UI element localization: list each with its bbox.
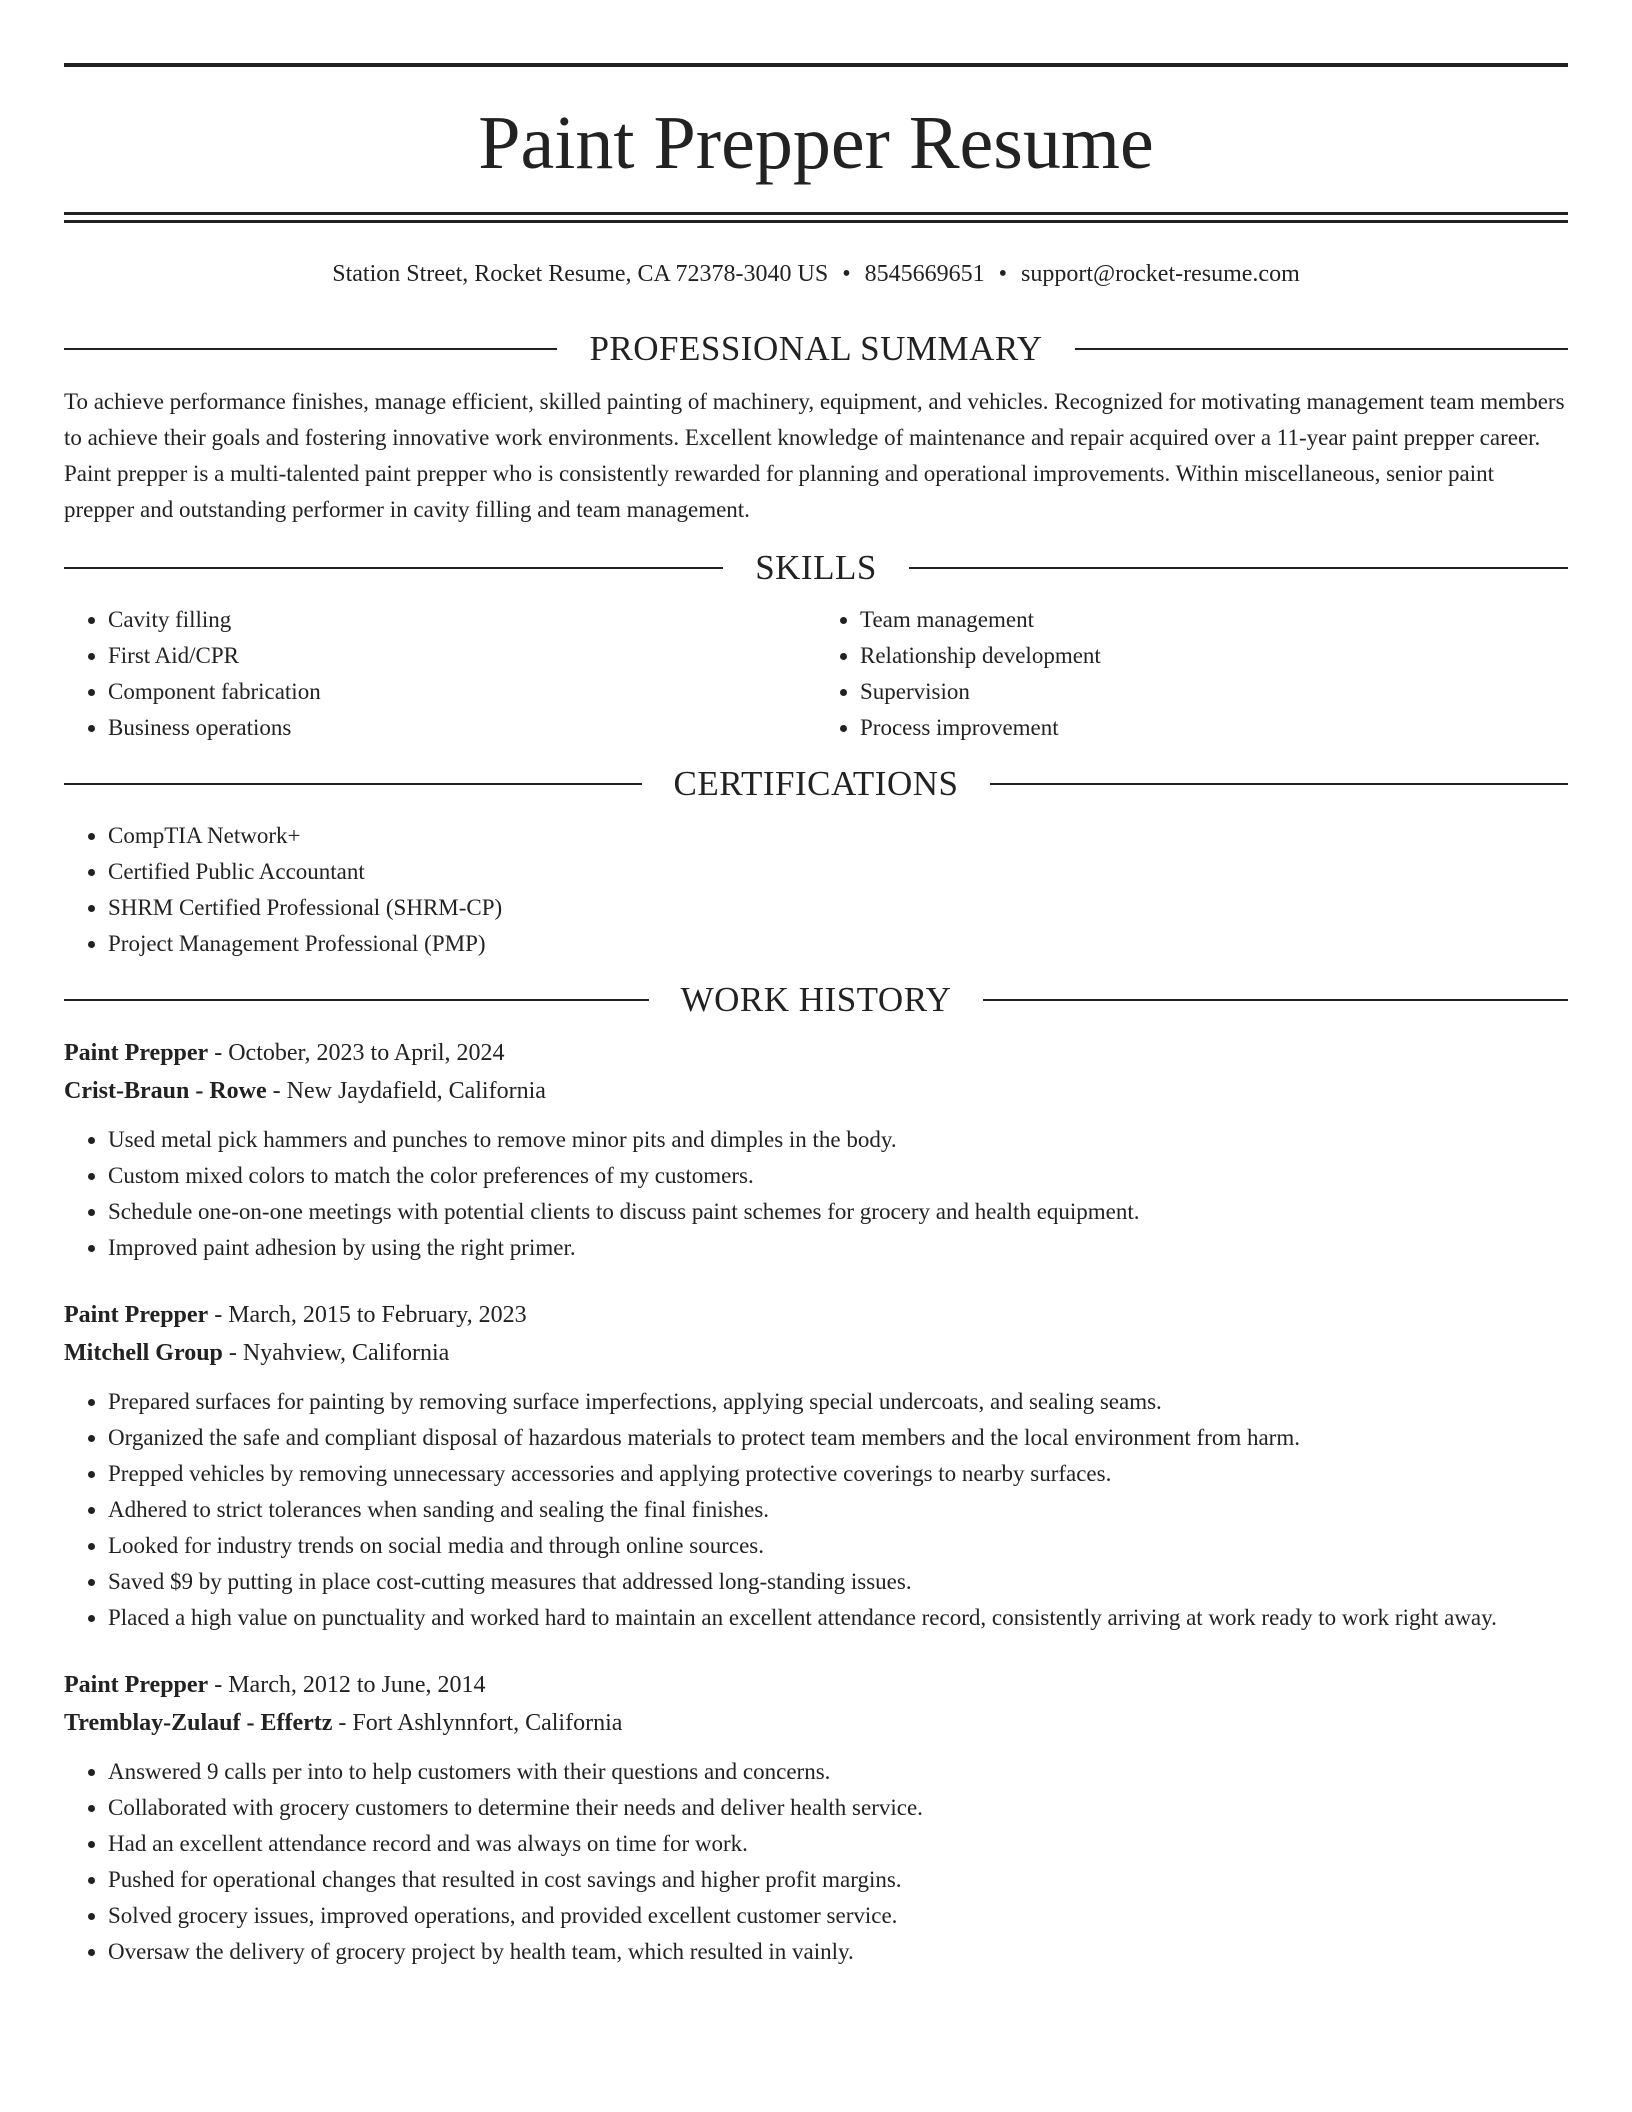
list-item: • First Aid/CPR [108,638,816,674]
section-heading-summary [64,329,1568,369]
job-location: Nyahview, California [242,1340,450,1366]
job-title: Paint Prepper [64,1672,209,1698]
job-dates: March, 2015 to February, 2023 [228,1302,527,1328]
summary-text: To achieve performance finishes, manage efficient, skilled painting of machinery, equipment, and vehicles. Recognized for motivating management team members to achieve their goals and fostering innovative work environments. Excellent knowledge of maintenance and repair acquired over a 11-year paint prepper career. Paint prepper is a multi-talented paint prepper who is consistently rewarded for planning and operational improvements. Within miscellaneous, senior paint prepper and outstanding performer in cavity filling and team management. [64,389,1565,522]
title-double-rule [64,212,1568,223]
list-item: • Business operations [108,710,816,746]
contact-line [64,259,1568,289]
list-item: • Collaborated with grocery customers to determine their needs and deliver health service. [108,1790,1568,1826]
list-item: • SHRM Certified Professional (SHRM-CP) [108,890,1568,926]
heading-rule-left [64,348,557,350]
section-title: CERTIFICATIONS [673,764,959,803]
section-title: SKILLS [755,548,877,587]
heading-rule-left [64,567,723,569]
heading-rule-left [64,999,649,1001]
page-title: Paint Prepper Resume [478,101,1154,185]
list-item: • Prepared surfaces for painting by removing surface imperfections, applying special undercoats, and sealing seams. [108,1384,1568,1420]
list-item: • Used metal pick hammers and punches to remove minor pits and dimples in the body. [108,1122,1568,1158]
list-item: • Pushed for operational changes that resulted in cost savings and higher profit margins. [108,1862,1568,1898]
job-dates: October, 2023 to April, 2024 [228,1040,505,1066]
list-item: • Component fabrication [108,674,816,710]
heading-rule-right [990,783,1568,785]
contact-address: Station Street, Rocket Resume, CA 72378-3040 US [332,261,829,287]
contact-separator: • [842,261,851,287]
job-bullets [64,1122,1568,1266]
list-item: • Custom mixed colors to match the color preferences of my customers. [108,1158,1568,1194]
contact-email: support@rocket-resume.com [1021,261,1300,287]
job-company: Mitchell Group [64,1340,223,1366]
job-company-line: Crist-Braun - Rowe - New Jaydafield, California [64,1078,546,1104]
skills-column-right [816,602,1568,746]
job-title-line: Paint Prepper - March, 2015 to February, 2023 [64,1302,527,1328]
job-location: New Jaydafield, California [286,1078,546,1104]
job-company: Tremblay-Zulauf - Effertz [64,1710,333,1736]
job-title: Paint Prepper [64,1040,209,1066]
job-company-line: Mitchell Group - Nyahview, California [64,1340,450,1366]
job-company-line: Tremblay-Zulauf - Effertz - Fort Ashlynnfort, California [64,1710,623,1736]
list-item: • Looked for industry trends on social media and through online sources. [108,1528,1568,1564]
heading-rule-left [64,783,642,785]
list-item: • Had an excellent attendance record and was always on time for work. [108,1826,1568,1862]
contact-phone: 8545669651 [864,261,985,287]
list-item: • Oversaw the delivery of grocery project by health team, which resulted in vainly. [108,1934,1568,1970]
job-title-line: Paint Prepper - March, 2012 to June, 2014 [64,1672,486,1698]
list-item: • Team management [860,602,1568,638]
list-item: • Cavity filling [108,602,816,638]
list-item: • Improved paint adhesion by using the right primer. [108,1230,1568,1266]
resume-page [64,0,1568,1970]
contact-separator: • [998,261,1008,287]
list-item: • Solved grocery issues, improved operations, and provided excellent customer service. [108,1898,1568,1934]
list-item: • Supervision [860,674,1568,710]
job-entry [64,1296,1568,1636]
job-dates: March, 2012 to June, 2014 [228,1672,486,1698]
list-item: • Saved $9 by putting in place cost-cutting measures that addressed long-standing issues. [108,1564,1568,1600]
top-rule [64,63,1568,67]
job-title: Paint Prepper [64,1302,209,1328]
heading-rule-right [1075,348,1568,350]
job-bullets [64,1754,1568,1970]
list-item: • Prepped vehicles by removing unnecessary accessories and applying protective coverings to nearby surfaces. [108,1456,1568,1492]
list-item: • Organized the safe and compliant disposal of hazardous materials to protect team members and the local environment from harm. [108,1420,1568,1456]
job-location: Fort Ashlynnfort, California [352,1710,623,1736]
section-heading-skills [64,548,1568,588]
heading-rule-right [983,999,1568,1001]
list-item: • Adhered to strict tolerances when sanding and sealing the final finishes. [108,1492,1568,1528]
job-entry [64,1034,1568,1266]
skills-column-left [64,602,816,746]
list-item: • Project Management Professional (PMP) [108,926,1568,962]
section-title: WORK HISTORY [680,980,952,1019]
job-entry [64,1666,1568,1970]
job-bullets [64,1384,1568,1636]
job-title-line: Paint Prepper - October, 2023 to April, 2024 [64,1040,505,1066]
list-item: • Relationship development [860,638,1568,674]
section-heading-certifications [64,764,1568,804]
job-company: Crist-Braun - Rowe [64,1078,267,1104]
heading-rule-right [909,567,1568,569]
section-heading-work-history [64,980,1568,1020]
list-item: • CompTIA Network+ [108,818,1568,854]
certifications-list [64,818,1568,962]
section-title: PROFESSIONAL SUMMARY [589,329,1043,368]
list-item: • Certified Public Accountant [108,854,1568,890]
list-item: • Schedule one-on-one meetings with potential clients to discuss paint schemes for grocery and health equipment. [108,1194,1568,1230]
list-item: • Answered 9 calls per into to help customers with their questions and concerns. [108,1754,1568,1790]
skills-list [64,602,1568,746]
list-item: • Placed a high value on punctuality and worked hard to maintain an excellent attendance record, consistently arriving at work ready to work right away. [108,1600,1568,1636]
list-item: • Process improvement [860,710,1568,746]
